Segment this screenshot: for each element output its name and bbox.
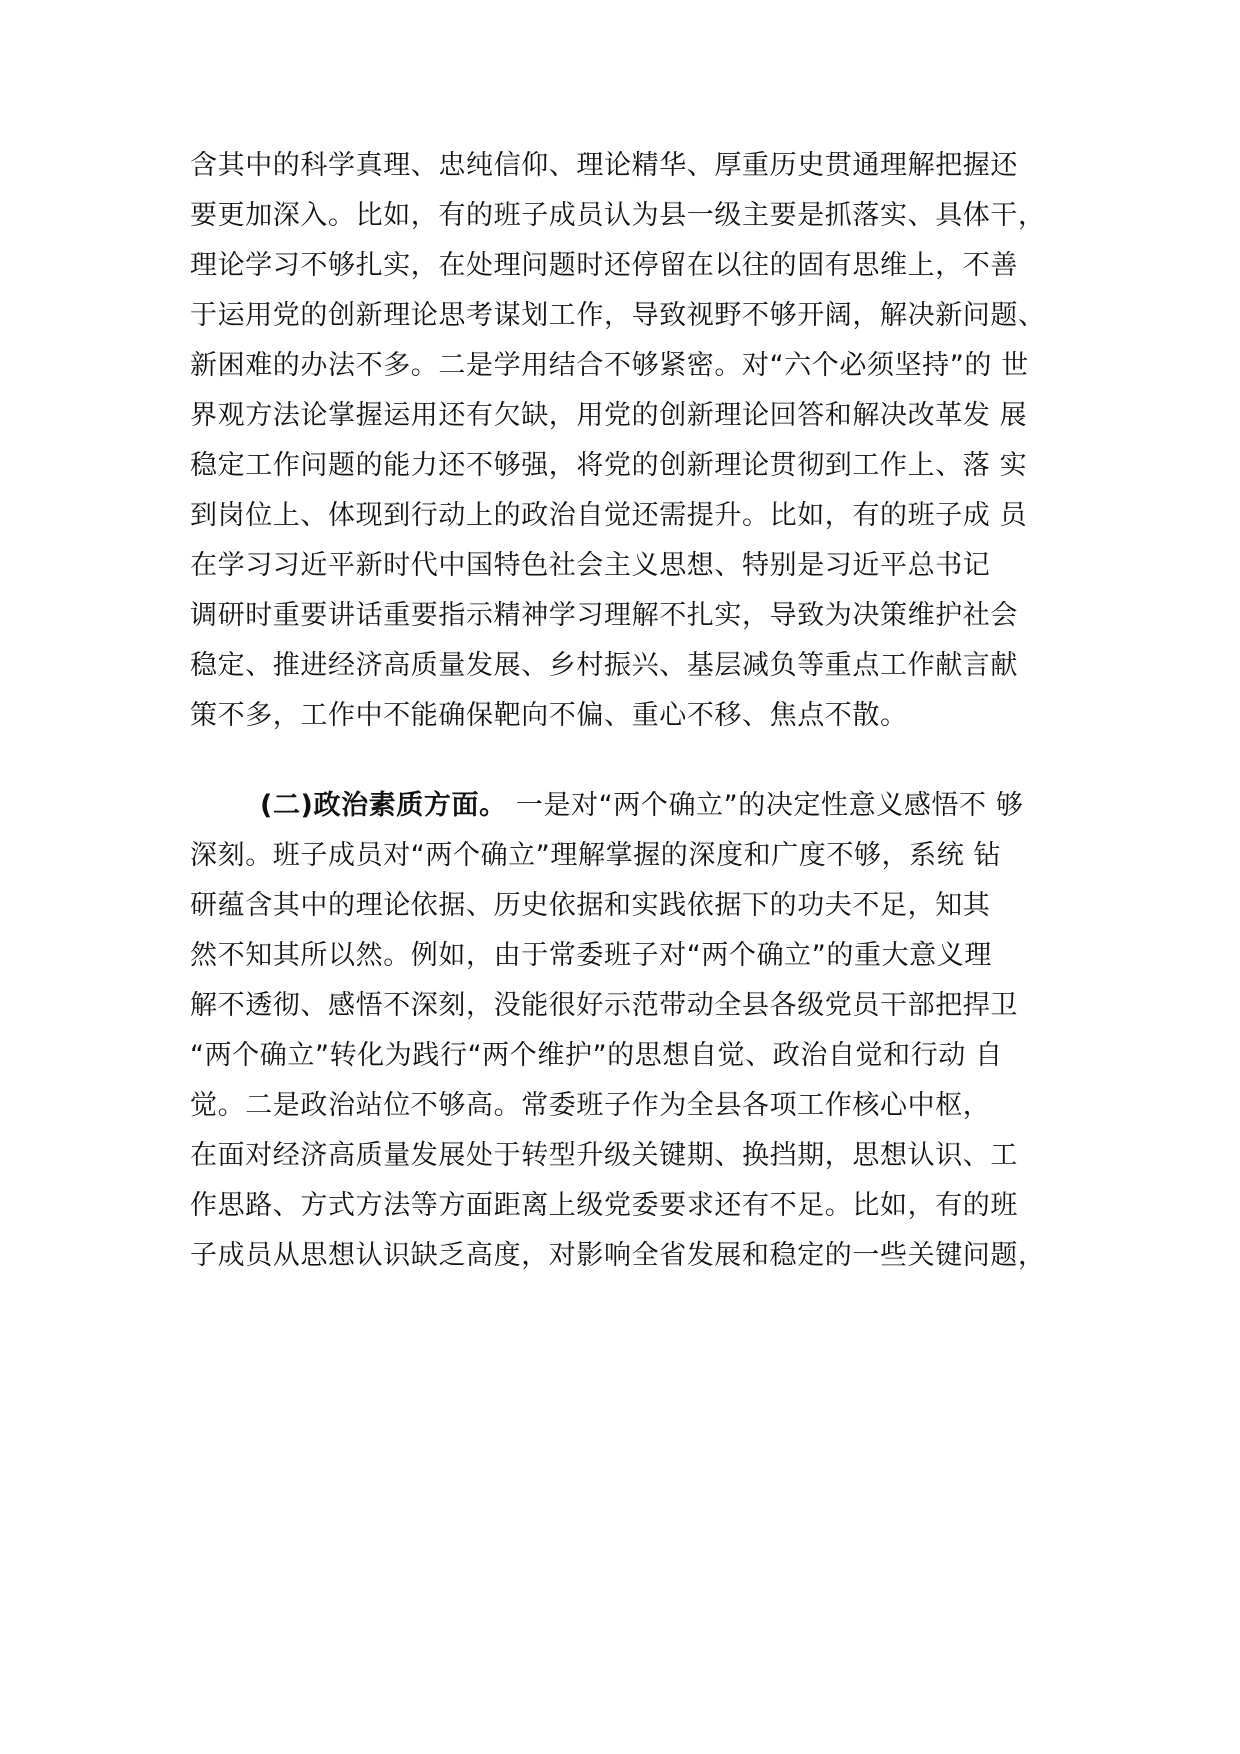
text-line: 然不知其所以然。例如，由于常委班子对“两个确立”的重大意义理: [190, 940, 992, 971]
text-line: 在学习习近平新时代中国特色社会主义思想、特别是习近平总书记: [190, 550, 991, 581]
text-line: 解不透彻、感悟不深刻，没能很好示范带动全县各级党员干部把捍卫: [190, 990, 1018, 1021]
text-line: 觉。二是政治站位不够高。常委班子作为全县各项工作核心中枢，: [190, 1090, 991, 1121]
text-line: 稳定工作问题的能力还不够强，将党的创新理论贯彻到工作上、落 实: [190, 450, 1028, 481]
text-line: 理论学习不够扎实，在处理问题时还停留在以往的固有思维上，不善: [190, 250, 1018, 281]
text-line: 在面对经济高质量发展处于转型升级关键期、换挡期，思想认识、工: [190, 1140, 1018, 1171]
text-line: 研蕴含其中的理论依据、历史依据和实践依据下的功夫不足，知其: [190, 890, 991, 921]
text-line: “两个确立”转化为践行“两个维护”的思想自觉、政治自觉和行动 自: [190, 1040, 1003, 1071]
section-heading: (二)政治素质方面。: [260, 790, 507, 821]
text-line: 含其中的科学真理、忠纯信仰、理论精华、厚重历史贯通理解把握还: [190, 150, 1018, 181]
text-line: 深刻。班子成员对“两个确立”理解掌握的深度和广度不够，系统 钻: [190, 840, 1002, 871]
text-line: 到岗位上、体现到行动上的政治自觉还需提升。比如，有的班子成 员: [190, 500, 1028, 531]
text-line: 要更加深入。比如，有的班子成员认为县一级主要是抓落实、具体干，: [190, 200, 1046, 231]
text-line: 子成员从思想认识缺乏高度，对影响全省发展和稳定的一些关键问题，: [190, 1240, 1046, 1271]
text-line: 新困难的办法不多。二是学用结合不够紧密。对“六个必须坚持”的 世: [190, 350, 1029, 381]
text-line: 作思路、方式方法等方面距离上级党委要求还有不足。比如，有的班: [190, 1190, 1018, 1221]
text-line: 调研时重要讲话重要指示精神学习理解不扎实，导致为决策维护社会: [190, 600, 1018, 631]
text-line: 界观方法论掌握运用还有欠缺，用党的创新理论回答和解决改革发 展: [190, 400, 1028, 431]
paragraph-first-line: [260, 786, 1023, 826]
text-line: 策不多，工作中不能确保靶向不偏、重心不移、焦点不散。: [190, 700, 908, 731]
text-line: 稳定、推进经济高质量发展、乡村振兴、基层减负等重点工作献言献: [190, 650, 1018, 681]
text-line: 于运用党的创新理论思考谋划工作，导致视野不够开阔，解决新问题、: [190, 300, 1046, 331]
text-run: 一是对“两个确立”的决定性意义感悟不 够: [506, 790, 1024, 821]
